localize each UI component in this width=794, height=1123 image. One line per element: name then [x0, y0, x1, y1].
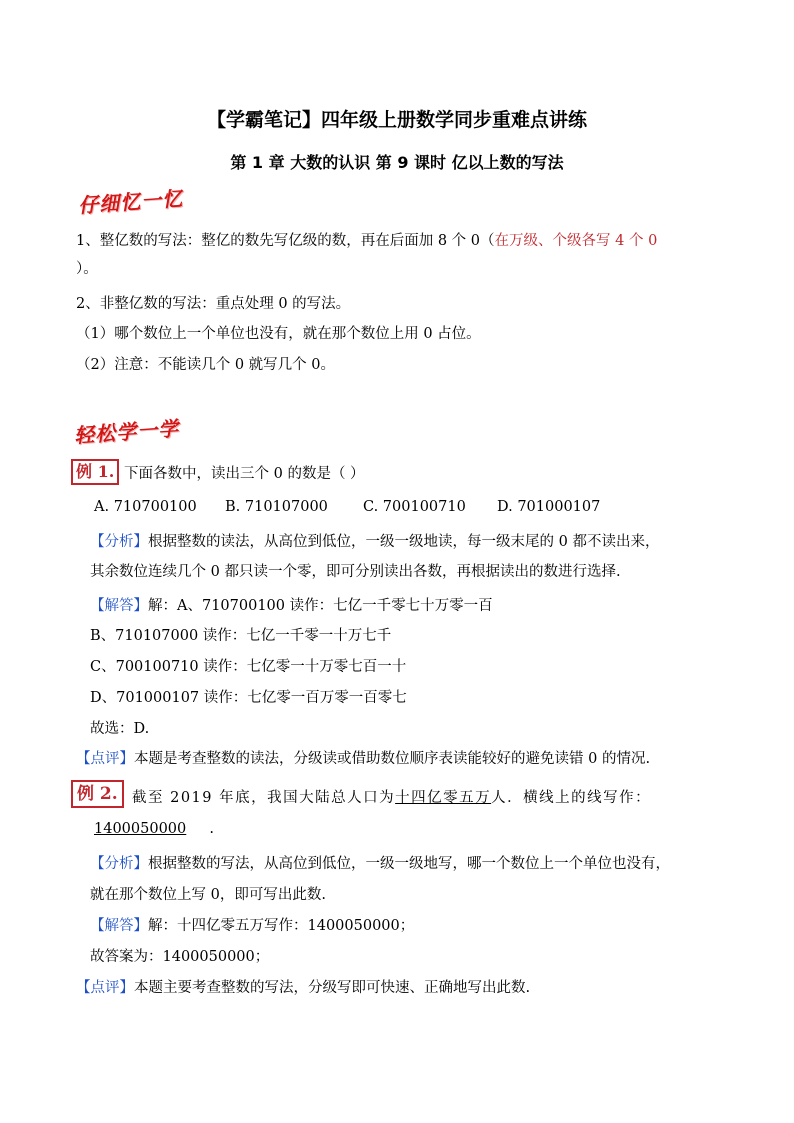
analysis-text-1: 根据整数的读法，从高位到低位，一级一级地读，每一级末尾的 0 都不读出来， — [148, 534, 660, 550]
question-suffix: 人．横线上的线写作： — [491, 790, 652, 806]
analysis-tag: 【分析】 — [90, 856, 148, 872]
rule-2-text: 2、非整亿数的写法：重点处理 0 的写法。 — [76, 296, 351, 312]
example-1-comment — [76, 747, 650, 768]
question-underlined: 十四亿零五万 — [395, 790, 492, 806]
example-1-label: 例 1. — [71, 459, 119, 485]
rule-2-sub-2: （2）注意：不能读几个 0 就写几个 0。 — [76, 357, 336, 373]
blank-answer: 1400050000 — [94, 821, 187, 837]
answer-line-2: 故答案为：1400050000； — [90, 949, 270, 965]
example-1-answer — [90, 594, 493, 615]
answer-tag: 【解答】 — [90, 598, 148, 614]
rule-1-highlight: 在万级、个级各写 4 个 0 — [494, 233, 658, 249]
answer-line-1: 解：十四亿零五万写作：1400050000； — [148, 918, 415, 934]
example-2-comment — [76, 976, 530, 997]
answer-choice: 故选：D. — [90, 721, 150, 737]
option-c: C. 700100710 — [363, 499, 466, 515]
rule-2-sub-1: （1）哪个数位上一个单位也没有，就在那个数位上用 0 占位。 — [76, 326, 481, 342]
page-title: 【学霸笔记】四年级上册数学同步重难点讲练 — [206, 109, 587, 131]
analysis-text-1: 根据整数的写法，从高位到低位，一级一级地写，哪一个数位上一个单位也没有， — [148, 856, 670, 872]
option-a: A. 710700100 — [94, 499, 197, 515]
answer-line-4: D、701000107 读作：七亿零一百万零一百零七 — [90, 690, 407, 706]
rule-1-suffix: ）。 — [76, 261, 98, 277]
option-d: D. 701000107 — [497, 499, 601, 515]
comment-tag: 【点评】 — [76, 751, 134, 767]
section-heading-learn: 轻松学一学 — [73, 416, 180, 448]
question-prefix: 截至 2019 年底，我国大陆总人口为 — [132, 790, 396, 806]
blank-suffix: . — [209, 821, 214, 837]
rule-1-prefix: 1、整亿数的写法：整亿的数先写亿级的数，再在后面加 8 个 0（ — [76, 233, 495, 249]
section-heading-recall: 仔细忆一忆 — [77, 186, 184, 218]
example-1-question: 下面各数中，读出三个 0 的数是（ ） — [124, 466, 365, 482]
page-subtitle: 第 1 章 大数的认识 第 9 课时 亿以上数的写法 — [230, 153, 564, 172]
example-2-analysis — [90, 852, 670, 873]
comment-text: 本题主要考查整数的写法，分级写即可快速、正确地写出此数. — [134, 980, 531, 996]
answer-line-1: 解：A、710700100 读作：七亿一千零七十万零一百 — [148, 598, 493, 614]
analysis-text-2: 其余数位连续几个 0 都只读一个零，即可分别读出各数，再根据读出的数进行选择. — [90, 564, 621, 580]
answer-tag: 【解答】 — [90, 918, 148, 934]
example-2-question — [132, 786, 651, 807]
option-b: B. 710107000 — [225, 499, 328, 515]
comment-text: 本题是考查整数的读法，分级读或借助数位顺序表读能较好的避免读错 0 的情况. — [134, 751, 651, 767]
answer-line-3: C、700100710 读作：七亿零一十万零七百一十 — [90, 659, 407, 675]
example-2-label: 例 2. — [71, 780, 124, 808]
analysis-text-2: 就在那个数位上写 0，即可写出此数. — [90, 887, 326, 903]
rule-1-text — [76, 229, 657, 250]
example-2-answer — [90, 914, 414, 935]
blank-gap — [186, 821, 209, 837]
example-2-blank — [94, 821, 214, 837]
answer-line-2: B、710107000 读作：七亿一千零一十万七千 — [90, 628, 392, 644]
example-1-analysis — [90, 530, 659, 551]
analysis-tag: 【分析】 — [90, 534, 148, 550]
comment-tag: 【点评】 — [76, 980, 134, 996]
